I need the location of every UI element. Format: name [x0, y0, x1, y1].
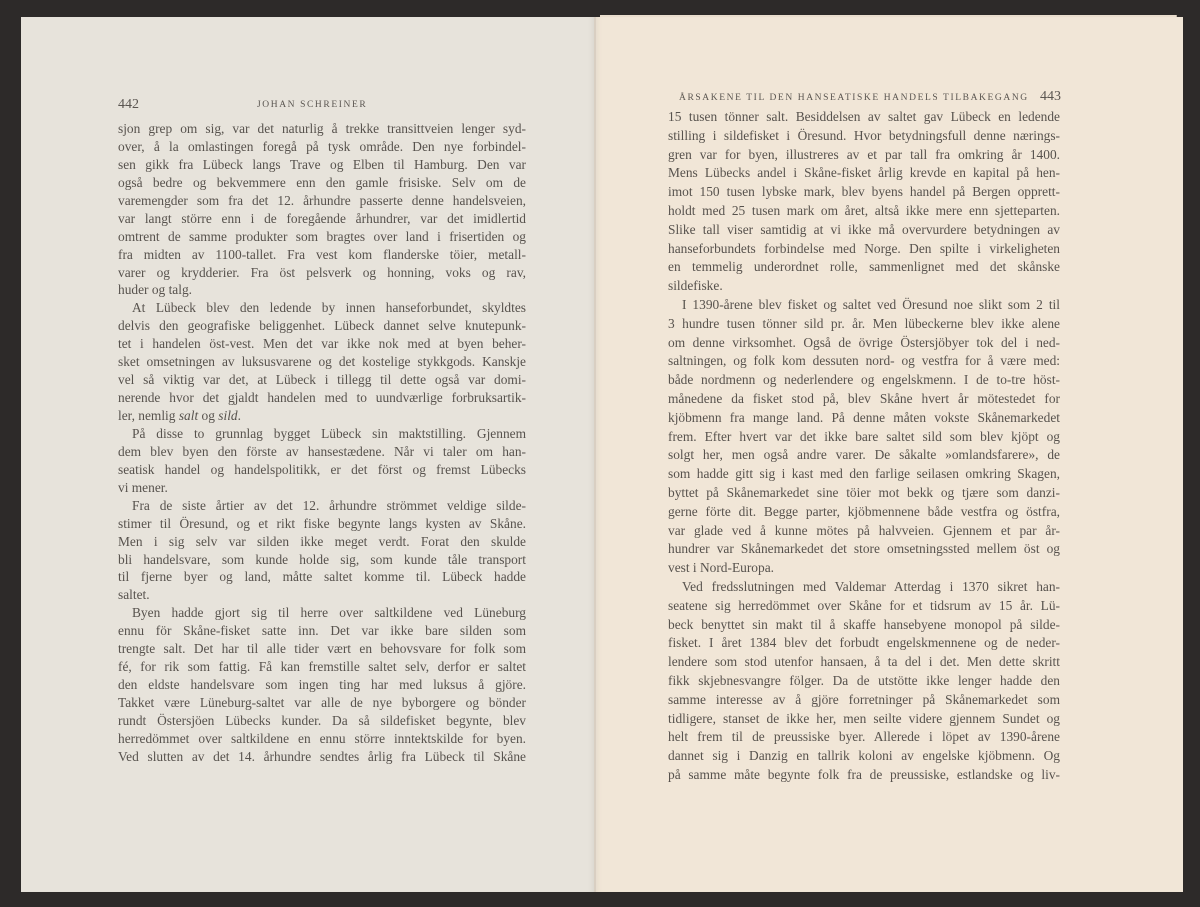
text-line: også bedre og bekvemmere enn den gamle frisiske. Selv om de	[118, 174, 526, 190]
left-page	[21, 17, 595, 892]
text-line: 15 tusen tönner salt. Besiddelsen av saltet gav Lübeck en ledende	[668, 109, 1060, 124]
text-line: både nordmenn og nederlendere og engelskmenn. I de to-tre höst-	[668, 372, 1060, 388]
text-line: en temmelig underordnet rolle, sammenlignet med det skånske	[668, 259, 1060, 275]
text-line: til fjerne byer og land, måtte saltet komme til. Lübeck hadde	[118, 569, 526, 585]
text-line: Men i sig selv var silden ikke meget verdt. Forat den skulde	[118, 533, 526, 549]
text-line: stilling i sildefisket i Öresund. Hvor betydningsfull denne nærings-	[668, 127, 1060, 143]
text-line: kjöbmenn fra mange land. På denne måten vokste Skånemarkedet	[668, 409, 1060, 425]
text-line: sen gikk fra Lübeck langs Trave og Elben til Hamburg. Den var	[118, 156, 526, 172]
text-line: fikk skjebnesvangre fölger. Da de utstötte ikke lenger hadde den	[668, 672, 1060, 688]
text-line: varer og krydderier. Fra öst pelsverk og honning, voks og rav,	[118, 264, 526, 280]
text-line: var langt större enn i de foregående århundrer, var det imidlertid	[118, 210, 526, 226]
text-span: ler, nemlig	[118, 408, 179, 423]
text-line: bli handelsvare, som kunde holde sig, som kunde tåle transport	[118, 551, 526, 567]
text-line: byttet på Skånemarkedet sine töier mot bekk og tjære som danzi-	[668, 484, 1060, 500]
text-line: fisket. I året 1384 blev det forbudt engelskmennene og de neder-	[668, 635, 1060, 651]
text-line: gerne förte dit. Begge parter, kjöbmennene både vestfra og östfra,	[668, 503, 1060, 519]
text-line: om denne virksomhet. Også de övrige Östersjöbyer tok del i ned-	[668, 334, 1060, 350]
text-line: ennu för Skåne-fisket satte inn. Det var ikke bare silden som	[118, 623, 526, 639]
text-line: frem. Efter hvert var det ikke bare saltet sild som blev kjöpt og	[668, 428, 1060, 444]
text-span: .	[237, 408, 241, 423]
text-line: tet i handelen öst-vest. Men det var ikke nok med at byen beher-	[118, 336, 526, 352]
running-head-right: ÅRSAKENE TIL DEN HANSEATISKE HANDELS TILBAKEGANG	[679, 93, 1029, 103]
text-line: gren var for byen, illustreres av et par tall fra omkring år 1400.	[668, 146, 1060, 162]
text-line: rundt Östersjöen Lübecks kunder. Da så sildefisket begynte, blev	[118, 712, 526, 728]
text-line: hundrer var Skånemarkedet det store omsetningssted mellem öst og	[668, 541, 1060, 557]
text-line: delvis den geografiske beliggenhet. Lübeck dannet selve knutepunk-	[118, 318, 526, 334]
italic-text: salt	[178, 408, 199, 423]
page-number-right: 443	[1040, 89, 1061, 104]
italic-text: sild	[218, 408, 238, 423]
text-line: på samme måte begynte folk fra de preussiske, estlandske og liv-	[668, 766, 1060, 782]
text-line: var glade ved å kunne mötes på halvveien. Gjennem et par år-	[668, 522, 1060, 538]
text-line: hanseforbundets forbindelse med Norge. Den spilte i virkeligheten	[668, 240, 1060, 256]
right-page	[595, 17, 1183, 892]
text-line: stimer til Öresund, og et rikt fiske begynte langs kysten av Skåne.	[118, 515, 526, 531]
text-line: seatisk handel og handelspolitikk, er det först og fremst Lübecks	[118, 461, 526, 477]
text-line: varemengder som fra det 12. århundre passerte denne handelsveien,	[118, 192, 526, 208]
text-line: sjon grep om sig, var det naturlig å trekke transittveien lenger syd-	[118, 121, 526, 136]
text-line: den eldste handelsvare som ingen ting har med luksus å gjöre.	[118, 677, 526, 693]
text-line: lendere som stod utenfor hansaen, å ta del i det. Men dette skritt	[668, 654, 1060, 670]
running-head-left: JOHAN SCHREINER	[257, 100, 368, 110]
text-line: saltet.	[118, 587, 150, 603]
text-line: samme interesse av å gjöre forretninger på Skånemarkedet som	[668, 691, 1060, 707]
text-line: trengte salt. Det har til alle tider vært en behovsvare for folk som	[118, 641, 526, 657]
text-line: omtrent de samme produkter som bragtes over land i frisertiden og	[118, 228, 526, 244]
text-line: beck benyttet sin makt til å skaffe hansebyene monopol på silde-	[668, 616, 1060, 632]
text-line: Byen hadde gjort sig til herre over saltkildene ved Lüneburg	[132, 605, 526, 621]
right-page-body	[668, 108, 1060, 785]
text-line: saltningen, og folk kom dessuten nord- og vestfra for å være med:	[668, 353, 1060, 369]
text-line: holdt med 25 tusen mark om året, altså ikke mere enn sjetteparten.	[668, 202, 1060, 218]
left-page-body	[118, 120, 526, 766]
text-line: På disse to grunnlag bygget Lübeck sin maktstilling. Gjennem	[132, 425, 526, 441]
text-line: sildefiske.	[668, 278, 723, 294]
text-line: dannet sig i Danzig en tallrik koloni av engelske kjöbmenn. Og	[668, 748, 1060, 764]
text-line: Ved slutten av det 14. århundre sendtes årlig fra Lübeck til Skåne	[118, 748, 526, 764]
text-line: At Lübeck blev den ledende by innen hanseforbundet, skyldtes	[132, 300, 526, 316]
text-line: huder og talg.	[118, 282, 193, 298]
text-line	[118, 407, 526, 425]
text-line: Slike tall viser samtidig at vi ikke må overvurdere betydningen av	[668, 221, 1060, 237]
text-line: Takket være Lüneburg-saltet var alle de nye byborgere og bönder	[118, 695, 526, 710]
text-line: 3 hundre tusen tönner sild pr. år. Men lübeckerne blev ikke alene	[668, 315, 1060, 331]
book-gutter	[594, 17, 596, 892]
text-line: over, å la omlastingen foregå på tysk område. Den nye forbindel-	[118, 138, 526, 154]
text-line: Ved fredsslutningen med Valdemar Atterdag i 1370 sikret han-	[682, 578, 1060, 594]
text-line: I 1390-årene blev fisket og saltet ved Öresund noe slikt som 2 til	[682, 296, 1060, 312]
text-line: nerende hvor det gjaldt handelen med to uundværlige forbruksartik-	[118, 390, 526, 406]
text-line: vi mener.	[118, 479, 168, 495]
text-line: vel så viktig var det, at Lübeck i tillegg til dette også var domi-	[118, 372, 526, 388]
text-line: tidligere, stanset de ikke her, men seilte videre gjennem Sundet og	[668, 710, 1060, 726]
page-number-left: 442	[118, 97, 139, 112]
text-line: dem blev byen den förste av hansestædene. Når vi taler om han-	[118, 443, 526, 459]
text-line: vest i Nord-Europa.	[668, 560, 774, 576]
text-line: månedene da fisket stod på, blev Skåne hvert år mötestedet for	[668, 390, 1060, 406]
text-line: herredömmet over saltkildene en ennu större inntektskilde for byen.	[118, 730, 526, 746]
text-line: imot 150 tusen lybske mark, blev byens handel på Bergen opprett-	[668, 184, 1060, 200]
text-line: sket omsetningen av luksusvarene og det kostelige stykkgods. Kanskje	[118, 354, 526, 370]
text-line: Mens Lübecks andel i Skåne-fisket årlig krevde en kapital på hen-	[668, 165, 1060, 181]
text-line: fra midten av 1100-tallet. Fra vest kom flanderske töier, metall-	[118, 246, 526, 262]
text-line: seatene sig herredömmet over Skåne for et tidsrum av 15 år. Lü-	[668, 597, 1060, 613]
text-line: helt frem til de preussiske byer. Allerede i löpet av 1390-årene	[668, 729, 1060, 745]
text-line: fé, for rik som fattig. Få kan fremstille saltet selv, derfor er saltet	[118, 659, 526, 675]
text-line: Fra de siste årtier av det 12. århundre strömmet veldige silde-	[132, 497, 526, 513]
text-line: som hadde gitt sig i kast med den farlige seilasen omkring Skagen,	[668, 466, 1060, 482]
text-span: og	[198, 408, 219, 423]
text-line: solgt her, men også andre varer. De såkalte »omlandsfarere», de	[668, 447, 1060, 463]
